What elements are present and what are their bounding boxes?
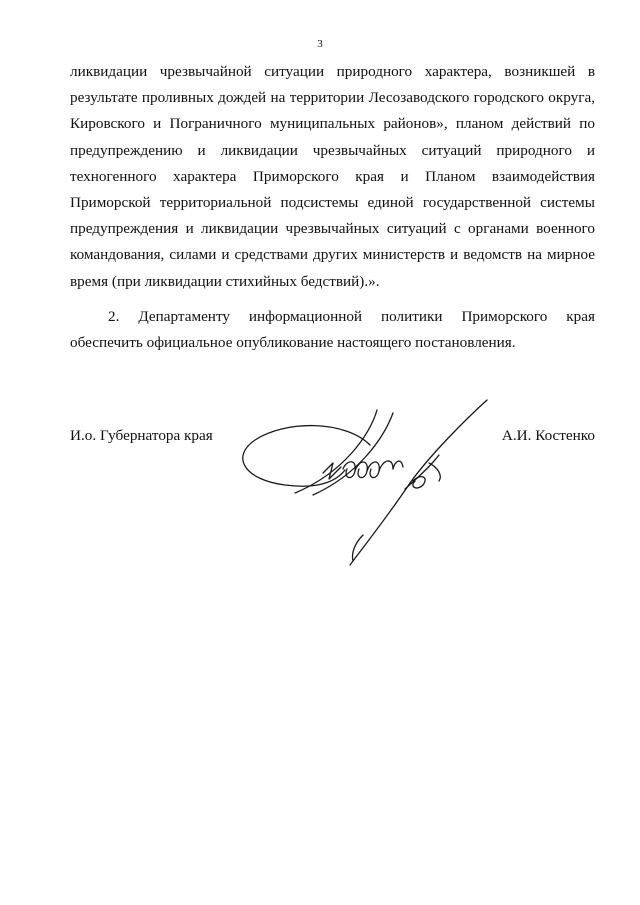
- paragraph-continuation: ликвидации чрезвычайной ситуации природного характера, возникшей в результате проливных дождей на территории Лесозаводского городского округа, Кировского и Пограничного муниципальных районов», планом действий по предупреждению и ликвидации чрезвычайных ситуаций природного и техногенного характера Приморского края и Планом взаимодействия Приморской территориальной подсистемы единой государственной системы предупреждения и ликвидации чрезвычайных ситуаций с органами военного командования, силами и средствами других министерств и ведомств на мирное время (при ликвидации стихийных бедствий).».: [70, 63, 595, 290]
- handwritten-signature: [225, 385, 505, 575]
- document-body: [70, 59, 595, 356]
- signatory-role: И.о. Губернатора края: [70, 427, 213, 444]
- signatory-name: А.И. Костенко: [501, 427, 595, 444]
- page-number: 3: [317, 38, 323, 50]
- paragraph-publication: 2. Департаменту информационной политики Приморского края обеспечить официальное опубликование настоящего постановления.: [70, 307, 595, 352]
